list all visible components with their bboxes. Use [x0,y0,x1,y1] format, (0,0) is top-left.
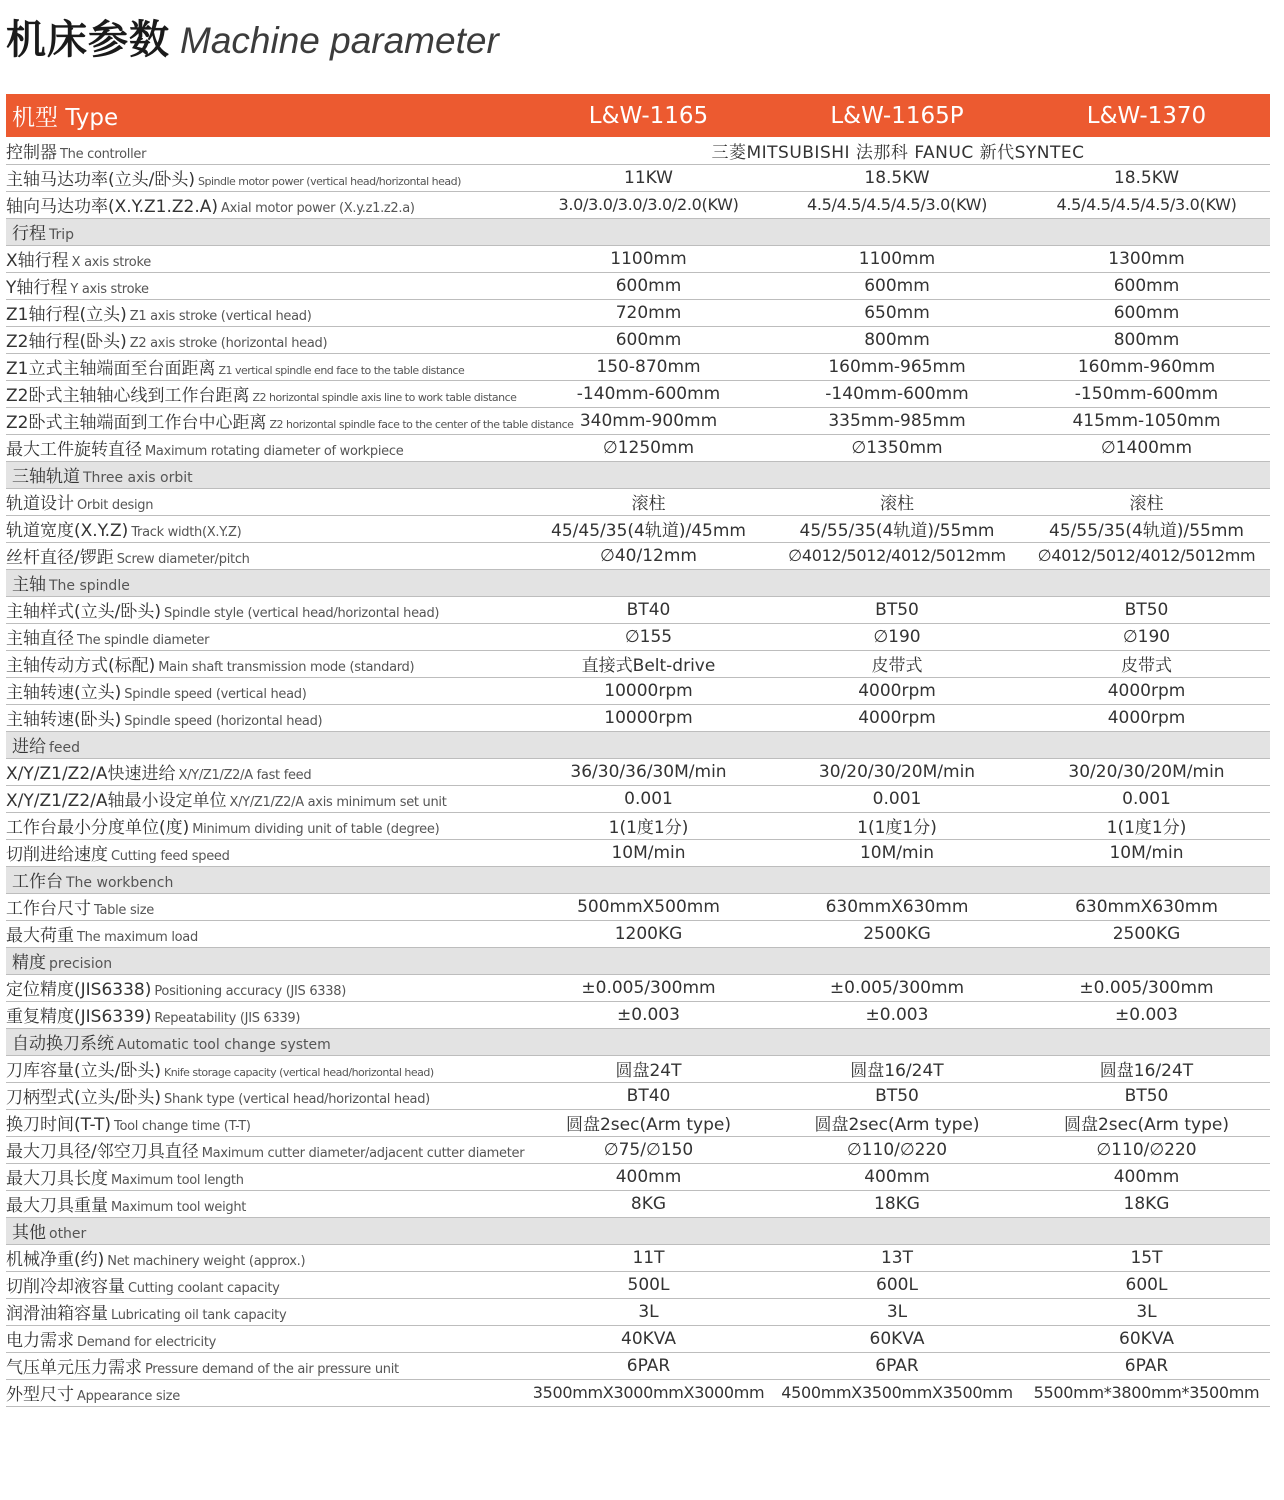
cell-value: 720mm [526,299,771,326]
cell-value: 圆盘2sec(Arm type) [1023,1109,1270,1136]
cell-value: 160mm-965mm [771,353,1023,380]
table-row [6,515,1270,542]
row-label: 轴向马达功率(X.Y.Z1.Z2.A) Axial motor power (X.y.z1.z2.a) [6,191,526,218]
cell-value: 630mmX630mm [1023,893,1270,920]
cell-value: 0.001 [1023,785,1270,812]
table-row [6,920,1270,947]
cell-value: -140mm-600mm [526,380,771,407]
cell-value: 圆盘16/24T [771,1055,1023,1082]
section-title: 主轴 The spindle [6,569,1270,596]
cell-value: 45/45/35(4轨道)/45mm [526,515,771,542]
cell-value: 滚柱 [1023,488,1270,515]
table-row [6,1055,1270,1082]
row-label: 轨道宽度(X.Y.Z) Track width(X.Y.Z) [6,515,526,542]
cell-value: BT40 [526,1082,771,1109]
table-row [6,380,1270,407]
cell-value: 4000rpm [1023,677,1270,704]
cell-value: 皮带式 [771,650,1023,677]
cell-value: 0.001 [771,785,1023,812]
row-label: 换刀时间(T-T) Tool change time (T-T) [6,1109,526,1136]
table-row [6,704,1270,731]
cell-value: 400mm [526,1163,771,1190]
row-label: 重复精度(JIS6339) Repeatability (JIS 6339) [6,1001,526,1028]
cell-value: 3L [1023,1298,1270,1325]
table-row [6,407,1270,434]
cell-value: 36/30/36/30M/min [526,758,771,785]
section-header-workbench [6,866,1270,893]
page-title [6,8,499,68]
cell-value: 800mm [771,326,1023,353]
row-label: 主轴直径 The spindle diameter [6,623,526,650]
cell-value: 6PAR [771,1352,1023,1379]
table-row [6,1163,1270,1190]
cell-value: 13T [771,1244,1023,1271]
cell-value: 600L [771,1271,1023,1298]
cell-value: -140mm-600mm [771,380,1023,407]
row-label: 控制器 The controller [6,137,526,164]
section-header-precision [6,947,1270,974]
row-label: 刀柄型式(立头/卧头) Shank type (vertical head/horizontal head) [6,1082,526,1109]
cell-value: 60KVA [771,1325,1023,1352]
section-header-other [6,1217,1270,1244]
cell-value: 11T [526,1244,771,1271]
cell-value: 4000rpm [771,704,1023,731]
table-row [6,1136,1270,1163]
table-row [6,623,1270,650]
cell-value: 600mm [771,272,1023,299]
cell-value: 3L [526,1298,771,1325]
row-label: 主轴转速(立头) Spindle speed (vertical head) [6,677,526,704]
cell-value: ±0.003 [526,1001,771,1028]
table-row [6,245,1270,272]
row-label: 主轴转速(卧头) Spindle speed (horizontal head) [6,704,526,731]
cell-value: 30/20/30/20M/min [771,758,1023,785]
cell-value: 滚柱 [526,488,771,515]
cell-value: 10M/min [526,839,771,866]
parameter-table [6,94,1270,1407]
row-label: 定位精度(JIS6338) Positioning accuracy (JIS 6338) [6,974,526,1001]
row-label: 主轴传动方式(标配) Main shaft transmission mode (standard) [6,650,526,677]
row-label: Z1立式主轴端面至台面距离 Z1 vertical spindle end face to the table distance [6,353,526,380]
cell-value: 1100mm [526,245,771,272]
row-label: 工作台最小分度单位(度) Minimum dividing unit of table (degree) [6,812,526,839]
table-row [6,1271,1270,1298]
cell-value: ∅110/∅220 [1023,1136,1270,1163]
section-title: 行程 Trip [6,218,1270,245]
row-label: 机械净重(约) Net machinery weight (approx.) [6,1244,526,1271]
section-title: 自动换刀系统 Automatic tool change system [6,1028,1270,1055]
model-1370-header: L&W-1370 [1023,94,1270,137]
cell-value: ±0.005/300mm [526,974,771,1001]
cell-value: 10000rpm [526,677,771,704]
table-row [6,164,1270,191]
table-row [6,1379,1270,1406]
cell-value: 4500mmX3500mmX3500mm [771,1379,1023,1406]
row-label: Z2卧式主轴端面到工作台中心距离 Z2 horizontal spindle face to the center of the table distance [6,407,526,434]
cell-value: 4.5/4.5/4.5/4.5/3.0(KW) [771,191,1023,218]
cell-value: 圆盘16/24T [1023,1055,1270,1082]
row-label: X/Y/Z1/Z2/A快速进给 X/Y/Z1/Z2/A fast feed [6,758,526,785]
cell-value: 800mm [1023,326,1270,353]
cell-value: BT50 [771,1082,1023,1109]
table-row [6,839,1270,866]
cell-value: ∅4012/5012/4012/5012mm [1023,542,1270,569]
cell-value: 3L [771,1298,1023,1325]
cell-value: 1(1度1分) [1023,812,1270,839]
table-row [6,974,1270,1001]
section-title: 精度 precision [6,947,1270,974]
row-label: 最大工件旋转直径 Maximum rotating diameter of workpiece [6,434,526,461]
row-label: 轨道设计 Orbit design [6,488,526,515]
cell-value: 4000rpm [771,677,1023,704]
cell-value: 400mm [771,1163,1023,1190]
cell-value: 1(1度1分) [526,812,771,839]
row-label: 主轴样式(立头/卧头) Spindle style (vertical head/horizontal head) [6,596,526,623]
table-row [6,650,1270,677]
cell-value: ∅190 [771,623,1023,650]
cell-value: 1(1度1分) [771,812,1023,839]
row-label: 外型尺寸 Appearance size [6,1379,526,1406]
cell-value: ∅190 [1023,623,1270,650]
table-row [6,488,1270,515]
section-header-feed [6,731,1270,758]
cell-value: 400mm [1023,1163,1270,1190]
cell-value: 18KG [1023,1190,1270,1217]
cell-value: ∅110/∅220 [771,1136,1023,1163]
cell-value: 10M/min [1023,839,1270,866]
row-label: 最大刀具径/邻空刀具直径 Maximum cutter diameter/adjacent cutter diameter [6,1136,526,1163]
table-row [6,272,1270,299]
section-header-trip [6,218,1270,245]
row-label: 丝杆直径/锣距 Screw diameter/pitch [6,542,526,569]
model-1165-header: L&W-1165 [526,94,771,137]
cell-value: 415mm-1050mm [1023,407,1270,434]
cell-value: ±0.003 [771,1001,1023,1028]
cell-value: 圆盘2sec(Arm type) [771,1109,1023,1136]
cell-value: 2500KG [1023,920,1270,947]
table-row [6,326,1270,353]
table-row [6,299,1270,326]
cell-value: ∅4012/5012/4012/5012mm [771,542,1023,569]
table-row [6,596,1270,623]
cell-value: 1300mm [1023,245,1270,272]
cell-value: 1100mm [771,245,1023,272]
cell-value: -150mm-600mm [1023,380,1270,407]
cell-value: 630mmX630mm [771,893,1023,920]
row-label: Z2卧式主轴轴心线到工作台距离 Z2 horizontal spindle axis line to work table distance [6,380,526,407]
cell-value: 6PAR [1023,1352,1270,1379]
cell-value: 5500mm*3800mm*3500mm [1023,1379,1270,1406]
cell-value: ∅1350mm [771,434,1023,461]
cell-value: 10000rpm [526,704,771,731]
cell-value: 45/55/35(4轨道)/55mm [1023,515,1270,542]
table-row [6,758,1270,785]
section-title: 工作台 The workbench [6,866,1270,893]
cell-value: 2500KG [771,920,1023,947]
cell-value: 650mm [771,299,1023,326]
cell-value: BT50 [1023,1082,1270,1109]
cell-value: 30/20/30/20M/min [1023,758,1270,785]
cell-value: 直接式Belt-drive [526,650,771,677]
cell-value: 10M/min [771,839,1023,866]
table-row [6,893,1270,920]
cell-value: 600mm [1023,272,1270,299]
cell-value: 6PAR [526,1352,771,1379]
row-label: 主轴马达功率(立头/卧头) Spindle motor power (vertical head/horizontal head) [6,164,526,191]
cell-value: 150-870mm [526,353,771,380]
section-header-orbit [6,461,1270,488]
type-header: 机型 Type [6,94,526,137]
row-label: Z1轴行程(立头) Z1 axis stroke (vertical head) [6,299,526,326]
row-label: 润滑油箱容量 Lubricating oil tank capacity [6,1298,526,1325]
cell-value: 8KG [526,1190,771,1217]
table-row [6,353,1270,380]
title-english: Machine parameter [180,20,499,61]
title-chinese: 机床参数 [6,17,170,63]
cell-value: 1200KG [526,920,771,947]
cell-value: 500L [526,1271,771,1298]
cell-value: 500mmX500mm [526,893,771,920]
cell-value: ∅40/12mm [526,542,771,569]
cell-value: 600mm [526,326,771,353]
cell-value: ∅155 [526,623,771,650]
cell-value: 335mm-985mm [771,407,1023,434]
section-header-spindle [6,569,1270,596]
cell-value: BT50 [1023,596,1270,623]
cell-value: ±0.005/300mm [1023,974,1270,1001]
cell-value: 18.5KW [771,164,1023,191]
section-header-atc [6,1028,1270,1055]
section-title: 进给 feed [6,731,1270,758]
cell-value: ∅1250mm [526,434,771,461]
row-label: 工作台尺寸 Table size [6,893,526,920]
controller-value: 三菱MITSUBISHI 法那科 FANUC 新代SYNTEC [526,137,1270,164]
cell-value: 18KG [771,1190,1023,1217]
table-row [6,1190,1270,1217]
cell-value: 18.5KW [1023,164,1270,191]
table-row [6,1244,1270,1271]
cell-value: 340mm-900mm [526,407,771,434]
cell-value: 11KW [526,164,771,191]
controller-row [6,137,1270,164]
cell-value: 45/55/35(4轨道)/55mm [771,515,1023,542]
cell-value: 0.001 [526,785,771,812]
cell-value: BT40 [526,596,771,623]
table-row [6,812,1270,839]
model-1165p-header: L&W-1165P [771,94,1023,137]
header-row [6,94,1270,137]
cell-value: ±0.003 [1023,1001,1270,1028]
cell-value: 3500mmX3000mmX3000mm [526,1379,771,1406]
section-title: 三轴轨道 Three axis orbit [6,461,1270,488]
table-row [6,1001,1270,1028]
table-row [6,1352,1270,1379]
section-title: 其他 other [6,1217,1270,1244]
cell-value: BT50 [771,596,1023,623]
cell-value: 600L [1023,1271,1270,1298]
cell-value: ∅1400mm [1023,434,1270,461]
table-row [6,542,1270,569]
row-label: 切削冷却液容量 Cutting coolant capacity [6,1271,526,1298]
cell-value: ±0.005/300mm [771,974,1023,1001]
row-label: 刀库容量(立头/卧头) Knife storage capacity (vertical head/horizontal head) [6,1055,526,1082]
row-label: Z2轴行程(卧头) Z2 axis stroke (horizontal head) [6,326,526,353]
cell-value: 滚柱 [771,488,1023,515]
row-label: 气压单元压力需求 Pressure demand of the air pressure unit [6,1352,526,1379]
cell-value: 600mm [526,272,771,299]
cell-value: 圆盘2sec(Arm type) [526,1109,771,1136]
cell-value: 3.0/3.0/3.0/3.0/2.0(KW) [526,191,771,218]
cell-value: 160mm-960mm [1023,353,1270,380]
cell-value: 4.5/4.5/4.5/4.5/3.0(KW) [1023,191,1270,218]
row-label: 切削进给速度 Cutting feed speed [6,839,526,866]
cell-value: 4000rpm [1023,704,1270,731]
row-label: 最大刀具长度 Maximum tool length [6,1163,526,1190]
table-row [6,785,1270,812]
table-row [6,191,1270,218]
cell-value: 皮带式 [1023,650,1270,677]
table-row [6,677,1270,704]
cell-value: 60KVA [1023,1325,1270,1352]
row-label: X/Y/Z1/Z2/A轴最小设定单位 X/Y/Z1/Z2/A axis minimum set unit [6,785,526,812]
cell-value: 40KVA [526,1325,771,1352]
table-row [6,1109,1270,1136]
table-row [6,434,1270,461]
cell-value: 圆盘24T [526,1055,771,1082]
table-row [6,1298,1270,1325]
table-row [6,1325,1270,1352]
row-label: X轴行程 X axis stroke [6,245,526,272]
cell-value: ∅75/∅150 [526,1136,771,1163]
row-label: 最大荷重 The maximum load [6,920,526,947]
row-label: 最大刀具重量 Maximum tool weight [6,1190,526,1217]
table-row [6,1082,1270,1109]
cell-value: 600mm [1023,299,1270,326]
cell-value: 15T [1023,1244,1270,1271]
row-label: Y轴行程 Y axis stroke [6,272,526,299]
row-label: 电力需求 Demand for electricity [6,1325,526,1352]
